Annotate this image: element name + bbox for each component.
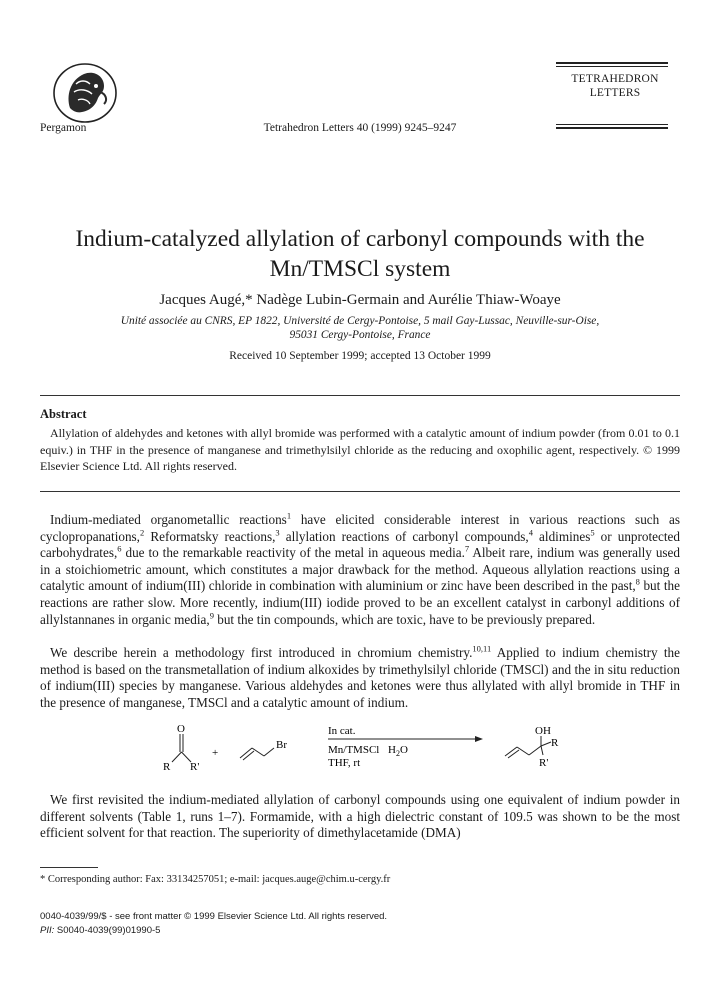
text-run: Applied to indium chemistry the method is based on the transmetallation of indium alkoxides by trimethylsilyl chloride (TMSCl) and the in situ reduction of indium(III) species by manganese. Various aldehydes and ketones were thus allylated with allyl bromide in THF in the presence of manganese, TMSCl and a catalytic amount of indium. bbox=[40, 645, 681, 710]
journal-rule bbox=[556, 66, 668, 67]
body-paragraph-1 bbox=[40, 512, 680, 628]
journal-name-line: LETTERS bbox=[589, 87, 641, 99]
text-run: or unprotected carbohydrates, bbox=[40, 528, 680, 561]
text-run: allylation reactions of carbonyl compounds, bbox=[279, 528, 529, 544]
allyl-bromide bbox=[240, 739, 287, 760]
scheme-product-rprime-label: R' bbox=[539, 757, 549, 769]
body-paragraph-3: We first revisited the indium-mediated allylation of carbonyl compounds using one equivalent of indium powder in different solvents (Table 1, runs 1–7). Formamide, with a high dielectric constant of 109.5 was shown to be the most efficient solvent for that reaction. The superiority of dimethylacetamide (DMA) bbox=[40, 792, 680, 841]
workup-o: O bbox=[399, 744, 408, 756]
ref-9: 9 bbox=[209, 610, 214, 621]
product-alcohol bbox=[505, 725, 559, 769]
condition-solvent: THF, rt bbox=[328, 757, 361, 769]
ref-2: 2 bbox=[139, 527, 145, 538]
author-list: Jacques Augé,* Nadège Lubin-Germain and Aurélie Thiaw-Woaye bbox=[159, 292, 561, 308]
text-run: due to the remarkable reactivity of the metal in aqueous media. bbox=[121, 545, 465, 561]
text-run: aldimines bbox=[532, 528, 591, 544]
ref-1: 1 bbox=[286, 510, 292, 521]
article-title bbox=[40, 224, 680, 284]
journal-name bbox=[560, 72, 670, 100]
condition-catalyst: In cat. bbox=[328, 725, 356, 737]
text-run: have elicited considerable interest in various reactions such as cyclopropanations, bbox=[40, 512, 680, 544]
scheme-hydroxyl-label: OH bbox=[535, 725, 551, 737]
text-run: but the reactions are rather slow. More recently, indium(III) iodide proved to be an excellent catalyst in carbonyl additions of allylstannanes in organic media, bbox=[40, 578, 680, 627]
abstract-bottom-rule bbox=[40, 491, 680, 492]
publisher-logo bbox=[52, 62, 118, 124]
ref-10-11: 10,11 bbox=[472, 643, 492, 654]
scheme-r-label: R bbox=[163, 761, 171, 773]
scheme-br-label: Br bbox=[276, 739, 287, 751]
journal-citation: Tetrahedron Letters 40 (1999) 9245–9247 bbox=[263, 122, 457, 134]
carbonyl-reactant bbox=[163, 723, 199, 773]
affiliation-line: Unité associée au CNRS, EP 1822, Université de Cergy-Pontoise, 5 mail Gay-Lussac, Neuville-sur-Oise, bbox=[120, 315, 600, 327]
text-run: We describe herein a methodology first introduced in chromium chemistry. bbox=[50, 645, 473, 660]
journal-name-line: TETRAHEDRON bbox=[571, 73, 659, 85]
abstract-text: Allylation of aldehydes and ketones with allyl bromide was performed with a catalytic amount of indium powder (from 0.01 to 0.1 equiv.) in THF in the presence of manganese and trimethylsilyl chloride as the reducing and oxophilic agent, respectively. © 1999 Elsevier Science Ltd. All rights reserved. bbox=[40, 426, 680, 473]
body-paragraph-2 bbox=[40, 645, 680, 711]
workup-h: H bbox=[388, 744, 396, 756]
abstract-heading: Abstract bbox=[40, 407, 87, 421]
condition-reagents: Mn/TMSCl bbox=[328, 744, 380, 756]
scheme-oxygen-label: O bbox=[177, 723, 185, 735]
ref-4: 4 bbox=[528, 527, 533, 538]
journal-rule bbox=[556, 62, 668, 64]
scheme-rprime-label: R' bbox=[190, 761, 200, 773]
ref-3: 3 bbox=[275, 527, 280, 538]
pii-label: PII: bbox=[40, 925, 55, 936]
text-run: but the tin compounds, which are toxic, have to be previously prepared. bbox=[213, 611, 596, 627]
abstract-top-rule bbox=[40, 395, 680, 396]
journal-rule bbox=[556, 124, 668, 125]
ref-5: 5 bbox=[590, 527, 595, 538]
reaction-arrow bbox=[328, 725, 483, 769]
publisher-name: Pergamon bbox=[40, 122, 87, 134]
affiliation-line: 95031 Cergy-Pontoise, France bbox=[289, 329, 431, 341]
condition-workup bbox=[388, 744, 408, 758]
received-dates: Received 10 September 1999; accepted 13 October 1999 bbox=[229, 350, 491, 362]
reaction-scheme bbox=[150, 722, 670, 782]
title-line: Indium-catalyzed allylation of carbonyl compounds with the bbox=[75, 226, 645, 252]
text-run: Indium-mediated organometallic reactions bbox=[50, 512, 287, 527]
ref-6: 6 bbox=[117, 543, 122, 554]
ref-8: 8 bbox=[635, 576, 640, 587]
affiliation bbox=[40, 314, 680, 342]
footnote-rule bbox=[40, 867, 98, 868]
text-run: Reformatsky reactions, bbox=[144, 528, 276, 544]
scheme-product-r-label: R bbox=[551, 737, 559, 749]
ref-7: 7 bbox=[464, 543, 470, 554]
front-matter-pii bbox=[40, 925, 160, 936]
journal-rule bbox=[556, 127, 668, 129]
front-matter-issn: 0040-4039/99/$ - see front matter © 1999 Elsevier Science Ltd. All rights reserved. bbox=[40, 911, 388, 922]
scheme-plus: + bbox=[212, 747, 219, 759]
workup-subscript: 2 bbox=[395, 749, 400, 758]
pii-value: S0040-4039(99)01990-5 bbox=[54, 925, 161, 936]
title-line: Mn/TMSCl system bbox=[269, 256, 451, 282]
text-run: Albeit rare, indium was generally used in a stoichiometric amount, which constitutes a major drawback for the method. Aqueous allylation reactions using a catalytic amount of indium(III) chloride in combination with aluminium or zinc have been described in the past, bbox=[40, 545, 680, 594]
corresponding-author-footnote: * Corresponding author: Fax: 33134257051; e-mail: jacques.auge@chim.u-cergy.fr bbox=[40, 874, 391, 885]
